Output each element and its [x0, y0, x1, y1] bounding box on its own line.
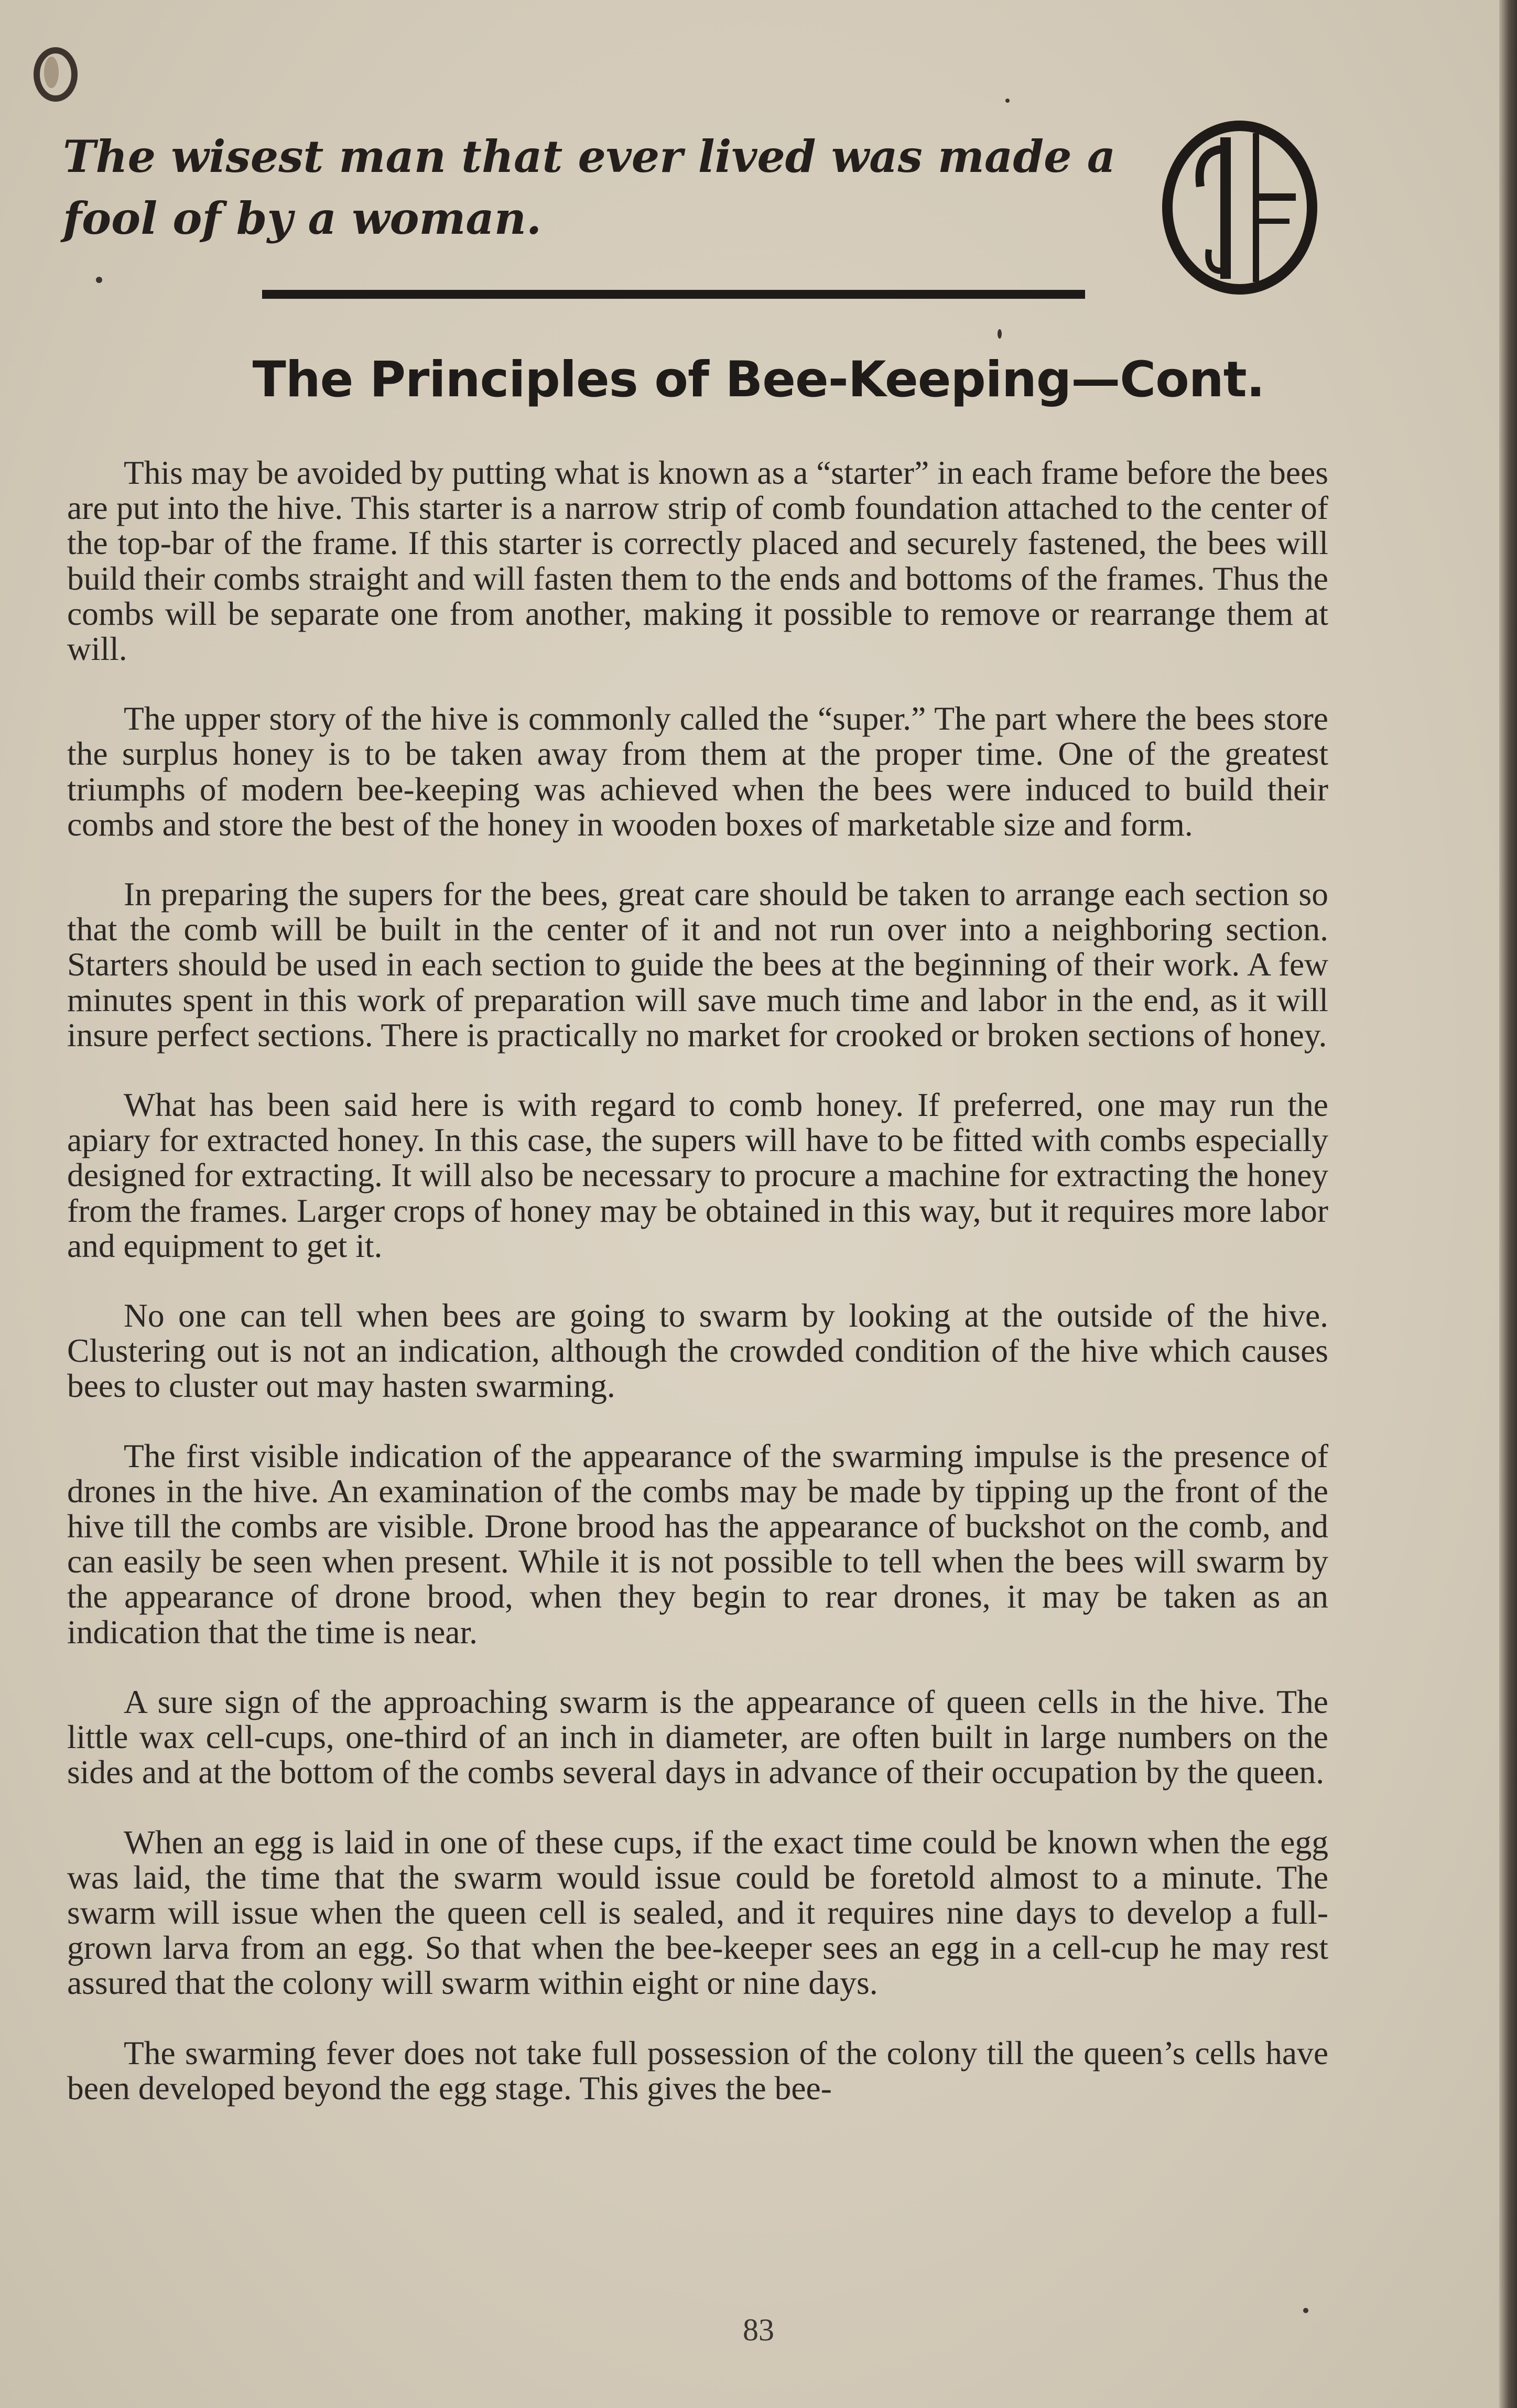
paragraph: The upper story of the hive is commonly called the “super.” The part where the bees store the surplus honey is to be taken away from them at the proper time. One of the greatest triumphs of modern bee-keeping was achieved when the bees were induced to build their combs and store the best of the honey in wooden boxes of marketable size and form.	[67, 700, 1328, 843]
paragraph: No one can tell when bees are going to swarm by looking at the outside of the hive. Clustering out is not an indication, although the crowded condition of the hive which causes bees to cluster out may hasten swarming.	[67, 1297, 1328, 1405]
page-number: 83	[743, 2313, 774, 2347]
interlocked-letter-monogram-icon	[1158, 118, 1321, 297]
ink-speck	[96, 277, 102, 283]
epigram-quote: The wisest man that ever lived was made a fool of by a woman.	[63, 131, 1116, 244]
ink-speck	[998, 329, 1002, 339]
ink-speck	[1005, 99, 1010, 103]
paragraph: What has been said here is with regard to comb honey. If preferred, one may run the apiary for extracted honey. In this case, the supers will have to be fitted with combs especially designed for extracting. It will also be necessary to procure a machine for extracting the honey from the frames. Larger crops of honey may be obtained in this way, but it requires more labor and equipment to get it.	[67, 1086, 1328, 1264]
horizontal-rule	[262, 290, 1085, 299]
paragraph: In preparing the supers for the bees, great care should be taken to arrange each section so that the comb will be built in the center of it and not run over into a neighboring section. Starters should be used in each section to guide the bees at the beginning of their work. A few minutes spent in this work of preparation will save much time and labor in the end, as it will insure perfect sections. There is practically no market for crooked or broken sections of honey.	[67, 875, 1328, 1054]
paragraph: When an egg is laid in one of these cups, if the exact time could be known when the egg was laid, the time that the swarm would issue could be foretold almost to a minute. The swarm will issue when the queen cell is sealed, and it requires nine days to develop a full-grown larva from an egg. So that when the bee-keeper sees an egg in a cell-cup he may rest assured that the colony will swarm within eight or nine days.	[67, 1823, 1328, 2002]
paragraph: This may be avoided by putting what is known as a “starter” in each frame before the bees are put into the hive. This starter is a narrow strip of comb foundation attached to the center of the top-bar of the frame. If this starter is correctly placed and securely fastened, the bees will build their combs straight and will fasten them to the ends and bottoms of the frames. Thus the combs will be separate one from another, making it possible to remove or rearrange them at will.	[67, 454, 1328, 668]
paragraph: The swarming fever does not take full possession of the colony till the queen’s cells have been developed beyond the egg stage. This gives the bee-	[67, 2034, 1328, 2107]
paragraph: The first visible indication of the appearance of the swarming impulse is the presence of drones in the hive. An examination of the combs may be made by tipping up the front of the hive till the combs are visible. Drone brood has the appearance of buckshot on the comb, and can easily be seen when present. While it is not possible to tell when the bees will swarm by the appearance of drone brood, when they begin to rear drones, it may be taken as an indication that the time is near.	[67, 1437, 1328, 1651]
corner-stain-icon	[30, 45, 81, 104]
body-text	[67, 455, 1328, 2140]
section-title: The Principles of Bee-Keeping—Cont.	[252, 351, 1265, 408]
paragraph: A sure sign of the approaching swarm is the appearance of queen cells in the hive. The little wax cell-cups, one-third of an inch in diameter, are often built in large numbers on the sides and at the bottom of the combs several days in advance of their occupation by the queen.	[67, 1683, 1328, 1791]
